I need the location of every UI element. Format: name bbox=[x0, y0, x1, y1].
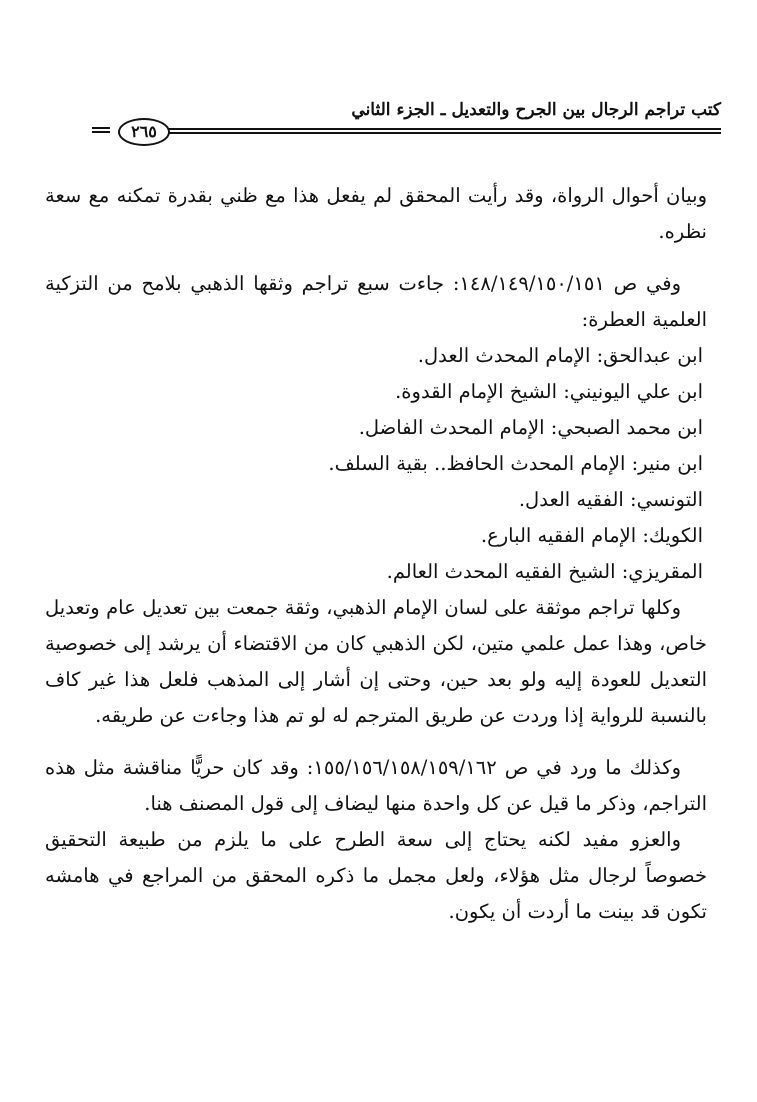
page-number: ٢٦٥ bbox=[118, 118, 170, 146]
header-rule bbox=[160, 128, 721, 134]
page-number-ornament bbox=[92, 118, 172, 146]
list-item: ابن علي اليونيني: الشيخ الإمام القدوة. bbox=[395, 380, 703, 403]
list-item: المقريزي: الشيخ الفقيه المحدث العالم. bbox=[386, 560, 703, 583]
running-header-title: كتب تراجم الرجال بين الجرح والتعديل ـ الجزء الثاني bbox=[351, 100, 721, 120]
list-item: ابن عبدالحق: الإمام المحدث العدل. bbox=[417, 344, 703, 367]
page-number-bar bbox=[92, 127, 110, 133]
paragraph-4: وكذلك ما ورد في ص ١٥٥/١٥٦/١٥٨/١٥٩/١٦٢: وقد كان حريًّا مناقشة مثل هذه التراجم، وذكر ما قيل عن كل واحدة منها ليضاف إلى قول المصنف هنا. bbox=[45, 756, 707, 815]
paragraph-2: وفي ص ١٤٨/١٤٩/١٥٠/١٥١: جاءت سبع تراجم وثقها الذهبي بلامح من التزكية العلمية العطرة: bbox=[45, 272, 707, 331]
body-text bbox=[45, 178, 707, 930]
list-item: ابن منير: الإمام المحدث الحافظ.. بقية السلف. bbox=[328, 452, 703, 475]
list-item: الكويك: الإمام الفقيه البارع. bbox=[480, 524, 703, 547]
list-item: ابن محمد الصبحي: الإمام المحدث الفاضل. bbox=[358, 416, 703, 439]
list-item: التونسي: الفقيه العدل. bbox=[518, 488, 703, 511]
paragraph-1: وبيان أحوال الرواة، وقد رأيت المحقق لم يفعل هذا مع ظني بقدرة تمكنه مع سعة نظره. bbox=[45, 184, 707, 243]
paragraph-5: والعزو مفيد لكنه يحتاج إلى سعة الطرح على ما يلزم من طبيعة التحقيق خصوصاً لرجال مثل هؤلاء، ولعل مجمل ما ذكره المحقق من المراجع في هامشه تكون قد بينت ما أردت أن يكون. bbox=[45, 828, 707, 923]
paragraph-3: وكلها تراجم موثقة على لسان الإمام الذهبي، وثقة جمعت بين تعديل عام وتعديل خاص، وهذا عمل علمي متين، لكن الذهبي كان من الاقتضاء أن يرشد إلى خصوصية التعديل للعودة إليه ولو بعد حين، وحتى إن أشار إلى المذهب فلعل هذا غير كاف بالنسبة للرواية إذا وردت عن طريق المترجم له لو تم هذا وجاءت عن طريقه. bbox=[45, 596, 707, 727]
